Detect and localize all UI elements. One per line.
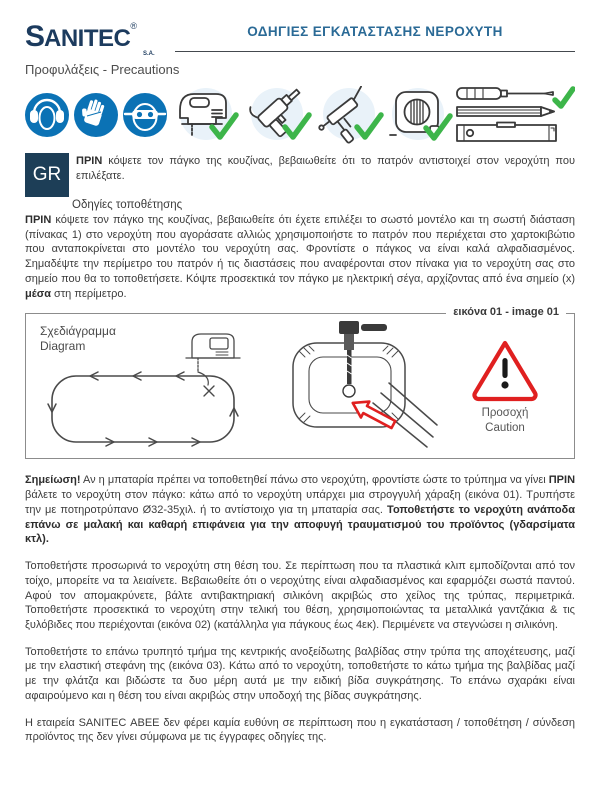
figure-01	[25, 306, 575, 459]
gr-note-text: ΠΡΙΝ κόψετε τον πάγκο της κουζίνας, βεβαιωθείτε ότι το πατρόν αντιστοιχεί στον νεροχύτη που επιλέξατε.	[76, 155, 575, 182]
protective-gloves-icon	[74, 93, 118, 137]
logo-text: S	[25, 20, 45, 53]
diagram-caption: Σχεδιάγραμμα Diagram	[40, 324, 116, 354]
precautions-heading: Προφυλάξεις - Precautions	[25, 62, 180, 77]
registered-mark: ®	[130, 21, 137, 31]
warning-triangle-icon	[470, 338, 540, 402]
figure-label: εικόνα 01 - image 01	[446, 306, 566, 318]
header-rule	[175, 23, 575, 52]
ppe-icons	[25, 93, 167, 137]
logo-sa: S.A.	[143, 51, 155, 57]
intro-paragraph: ΠΡΙΝ κόψετε τον πάγκο της κουζίνας, βεβαιωθείτε ότι έχετε επιλέξει το σωστό μοντέλο και τη σωστή διάσταση (πίνακας 1) στο νεροχύτη που αγοράσατε αλλιώς χρησιμοποιήστε το πατρόν που περιέχεται στο χαρτοκιβώτιο που ανταποκρίνεται στο μοντέλο του νεροχύτη σας. Φροντίστε ο πάγκος να είναι καλά αλφαδιασμένος. Σημαδέψτε την περίμετρο του πατρόν ή τις διαστάσεις που αναφέρονται στον πίνακα για το νεροχύτη σας στο σημείο που θα το τοποθετήσετε. Κόψτε προσεκτικά τον πάγκο με ηλεκτρική σέγα, αρχίζοντας από ένα σημείο (x) μέσα στη περίμετρο.	[25, 214, 575, 300]
precautions-icons	[25, 85, 575, 145]
installation-heading: Οδηγίες τοποθέτησης	[72, 199, 183, 211]
gr-language-badge: GR	[25, 153, 69, 197]
safety-goggles-icon	[123, 93, 167, 137]
jigsaw-icon	[168, 86, 240, 144]
caution-block	[446, 338, 564, 436]
tape-measure-icon	[386, 86, 454, 144]
step3-paragraph: Τοποθετήστε το επάνω τρυπητό τμήμα της κεντρικής ανοξείδωτης βαλβίδας στην τρύπα της αποχέτευσης, μαζί με την ελαστική στεφάνη της (εικόνα 03). Κάτω από το νεροχύτη, τοποθετήστε το κάτω τμήμα της βαλβίδας μαζί με την φλάτζα και βιδώστε τα δυο μέρη αυτά με την ειδική βίδα συγκράτησης. Το επάνω σχαράκι είναι αφαιρούμενο και η θέση του είναι ακριβώς στην υποδοχή της βίδας συγκράτησης.	[25, 645, 575, 702]
tools-stack-icon	[455, 86, 575, 144]
header	[25, 20, 575, 57]
gr-note-row	[25, 153, 575, 197]
ear-protection-icon	[25, 93, 69, 137]
drill-icon	[241, 86, 313, 144]
caulk-gun-icon	[313, 86, 385, 144]
sink-drilling-illustration	[271, 321, 439, 453]
page-title: ΟΔΗΓΙΕΣ ΕΓΚΑΤΑΣΤΑΣΗΣ ΝΕΡΟΧΥΤΗ	[247, 24, 503, 39]
note-paragraph: Σημείωση! Αν η μπαταρία πρέπει να τοποθετηθεί πάνω στο νεροχύτη, φροντίστε ώστε το τρύπημα να γίνει ΠΡΙΝ βάλετε το νεροχύτη στον πάγκο: κάτω από το νεροχύτη υπάρχει μια στρογγυλή χάραξη (εικόνα 01). Τρυπήστε την με ποτηροτρύπανο Ø32-35χιλ. ή το αντίστοιχο για τη μπαταρία σας. Τοποθετήστε το νεροχύτη ανάποδα επάνω σε μαλακή και καθαρή επιφάνεια για την αποφυγή τραυματισμού του προϊόντος (γδαρσίματα κτλ).	[25, 474, 576, 546]
step2-paragraph: Τοποθετήστε προσωρινά το νεροχύτη στη θέση του. Σε περίπτωση που τα πλαστικά κλιπ εμποδίζονται από τον τοίχο, μπορείτε να τα λειαίνετε. Βεβαιωθείτε ότι ο νεροχύτης είναι αλφαδιασμένος και εφαρμόζει σωστά παντού. Αφού τον απομακρύνετε, βάλτε αντιβακτηριακή σιλικόνη ακριβώς στο χείλος της τρύπας, περιμετρικά. Τοποθετήστε προσεκτικά το νεροχύτη στην τελική του θέση, χρησιμοποιώντας τα μεταλλικά γαντζάκια & τις ξυλόβιδες που περιέχονται (εικόνα 02) (κατάλληλα για πάγκους έως 4εκ). Περιμένετε να στεγνώσει η σιλικόνη.	[25, 560, 575, 632]
disclaimer-paragraph: Η εταιρεία SANITEC ΑΒΕΕ δεν φέρει καμία ευθύνη σε περίπτωση που η εγκατάσταση / τοποθέτηση / σύνδεση προϊόντος της δεν γίνει σύμφωνα με τις έγγραφες οδηγίες της.	[25, 716, 575, 744]
sanitec-logo: SANITEC® S.A.	[25, 20, 155, 57]
drill-bit	[339, 321, 387, 384]
caution-caption: Προσοχή Caution	[481, 407, 529, 435]
